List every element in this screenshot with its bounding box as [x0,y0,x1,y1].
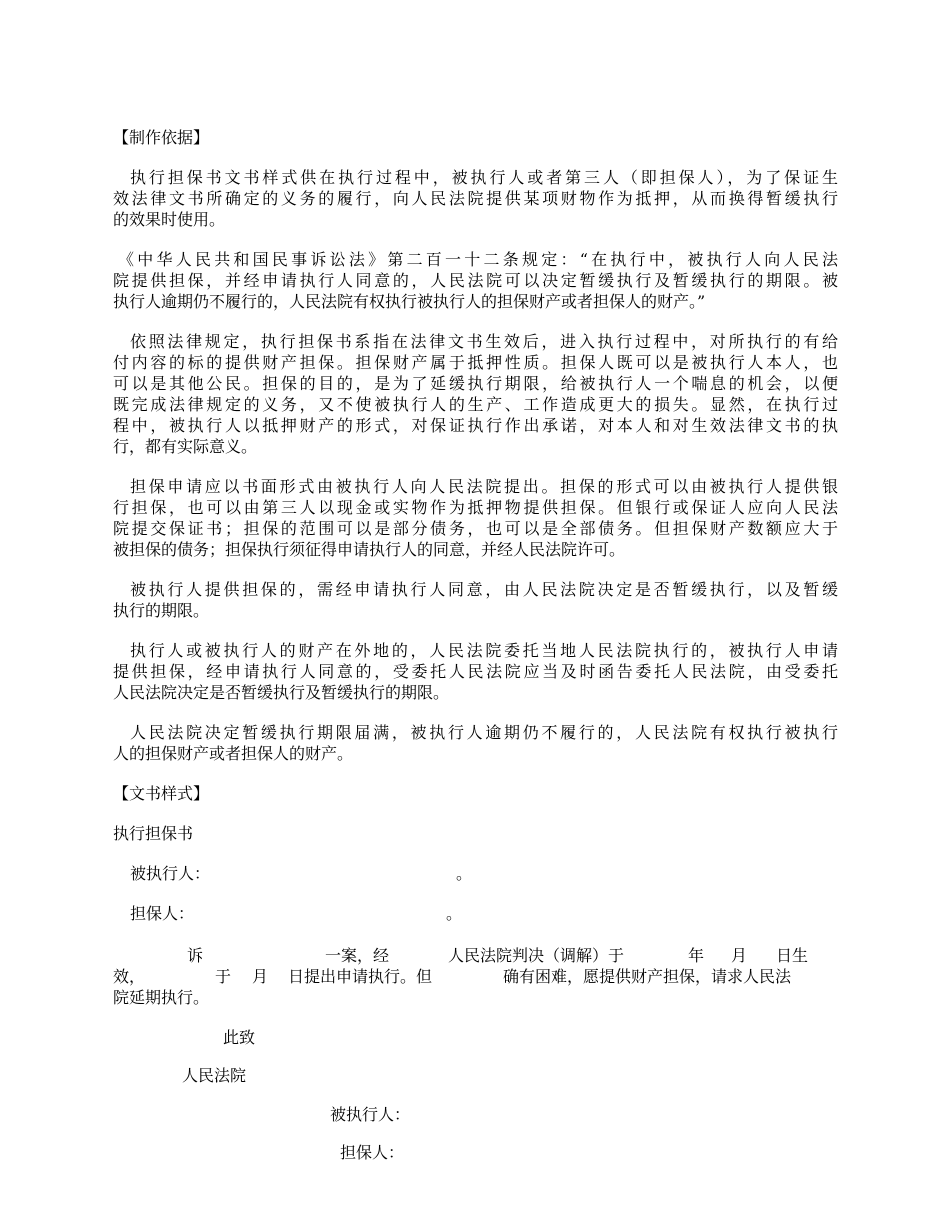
p5-line-2: 执行的期限。 [113,601,210,620]
p1-line-3: 的效果时使用。 [113,210,226,229]
p3-line-4: 既完成法律规定的义务，又不使被执行人的生产、工作造成更大的损失。显然，在执行过 [113,395,838,414]
respondent-label: 被执行人： [130,864,211,883]
form-case: 一案，经 [325,946,390,965]
form-difficulty: 确有困难，愿提供财产担保，请求人民法 [503,967,792,986]
form-year: 年 [688,946,705,965]
form-month: 月 [731,946,748,965]
form-su: 诉 [187,946,204,965]
form-court: 人民法院 [182,1066,247,1085]
form-yu: 于 [215,967,232,986]
guarantor-period: 。 [446,904,463,923]
guarantor-label: 担保人： [130,904,195,923]
form-day-effective: 日生 [776,946,809,965]
heading-format: 【文书样式】 [113,784,210,803]
p4-line-4: 被担保的债务；担保执行须征得申请执行人的同意，并经人民法院许可。 [113,540,626,559]
form-line-3: 院延期执行。 [113,988,210,1007]
p3-line-5: 程中，被执行人以抵押财产的形式，对保证执行作出承诺，对本人和对生效法律文书的执 [113,416,838,435]
p3-line-6: 行，都有实际意义。 [113,437,258,456]
p1-line-1: 执行担保书文书样式供在执行过程中，被执行人或者第三人（即担保人），为了保证生 [130,168,838,187]
p6-line-1: 执行人或被执行人的财产在外地的，人民法院委托当地人民法院执行的，被执行人申请 [130,641,838,660]
p7-line-2: 人的担保财产或者担保人的财产。 [113,744,354,763]
form-cizhi: 此致 [223,1028,256,1047]
p5-line-1: 被执行人提供担保的，需经申请执行人同意，由人民法院决定是否暂缓执行，以及暂缓 [130,580,838,599]
p2-line-3: 执行人逾期仍不履行的，人民法院有权执行被执行人的担保财产或者担保人的财产。” [113,292,706,311]
p6-line-3: 人民法院决定是否暂缓执行及暂缓执行的期限。 [113,683,450,702]
p3-line-2: 付内容的标的提供财产担保。担保财产属于抵押性质。担保人既可以是被执行人本人，也 [113,353,838,372]
form-title: 执行担保书 [113,824,194,843]
p4-line-1: 担保申请应以书面形式由被执行人向人民法院提出。担保的形式可以由被执行人提供银 [130,477,838,496]
form-effect: 效， [113,967,146,986]
p6-line-2: 提供担保，经申请执行人同意的，受委托人民法院应当及时函告委托人民法院，由受委托 [113,662,838,681]
p7-line-1: 人民法院决定暂缓执行期限届满，被执行人逾期仍不履行的，人民法院有权执行被执行 [130,723,838,742]
p2-line-2: 院提供担保，并经申请执行人同意的，人民法院可以决定暂缓执行及暂缓执行的期限。被 [113,271,838,290]
sign-guarantor: 担保人： [340,1143,405,1162]
p4-line-3: 院提交保证书；担保的范围可以是部分债务，也可以是全部债务。但担保财产数额应大于 [113,519,838,538]
p4-line-2: 行担保，也可以由第三人以现金或实物作为抵押物提供担保。但银行或保证人应向人民法 [113,498,838,517]
heading-basis: 【制作依据】 [113,128,210,147]
form-court-judgment: 人民法院判决（调解）于 [448,946,625,965]
form-day-apply: 日提出申请执行。但 [288,967,433,986]
sign-respondent: 被执行人： [330,1105,411,1124]
p3-line-1: 依照法律规定，执行担保书系指在法律文书生效后，进入执行过程中，对所执行的有给 [130,332,838,351]
p1-line-2: 效法律文书所确定的义务的履行，向人民法院提供某项财物作为抵押，从而换得暂缓执行 [113,189,838,208]
respondent-period: 。 [456,864,473,883]
form-month-2: 月 [252,967,269,986]
p2-line-1: 《中华人民共和国民事诉讼法》第二百一十二条规定：“在执行中，被执行人向人民法 [118,250,838,269]
p3-line-3: 可以是其他公民。担保的目的，是为了延缓执行期限，给被执行人一个喘息的机会，以便 [113,374,838,393]
